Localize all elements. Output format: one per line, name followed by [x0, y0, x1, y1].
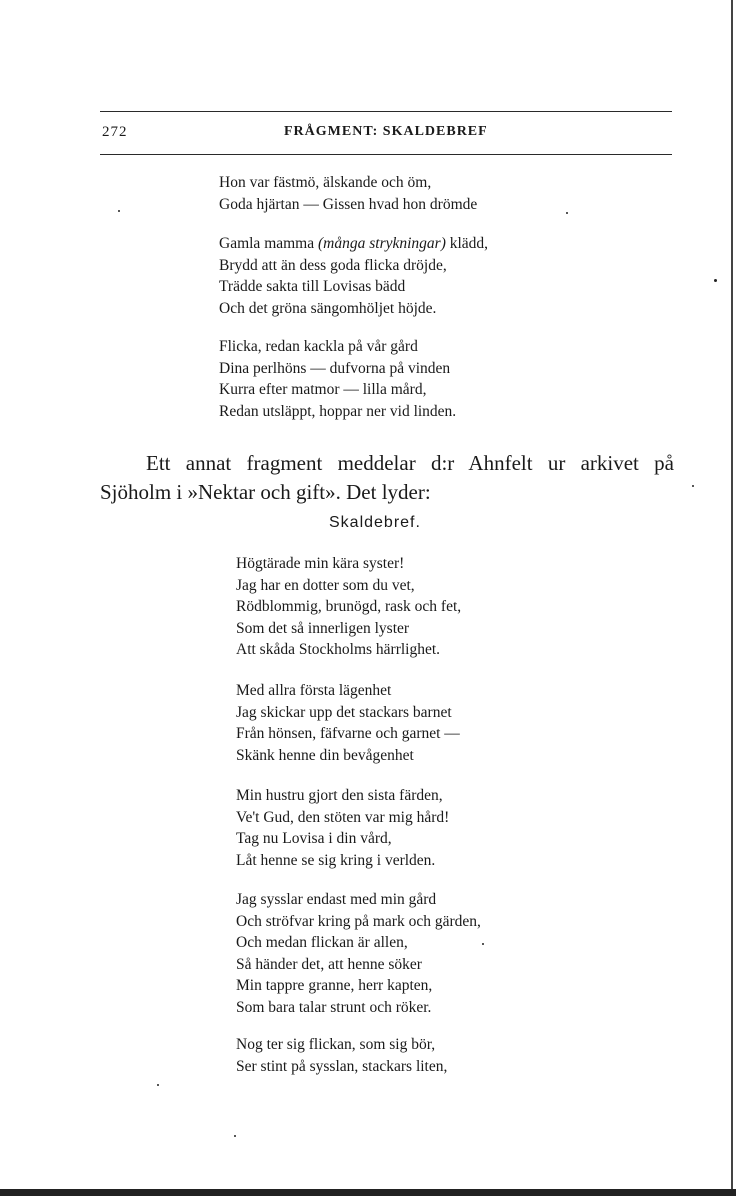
scan-speck — [482, 943, 484, 945]
verse-line: Så händer det, att henne söker — [236, 955, 422, 973]
scan-speck — [566, 212, 568, 214]
verse-line: Högtärade min kära syster! — [236, 555, 405, 572]
verse-line: Att skåda Stockholms härrlighet. — [236, 641, 441, 659]
verse-segment: Gamla mamma — [219, 235, 318, 252]
poem2-stanza-5 — [236, 1034, 447, 1077]
poem2-stanza-4 — [236, 889, 481, 1019]
verse-line: Från hönsen, fäfvarne och garnet — — [236, 725, 460, 743]
verse-segment: klädd, — [445, 235, 489, 252]
verse-line: Ve't Gud, den stöten var mig hård! — [236, 808, 450, 826]
poem2-stanza-1 — [236, 553, 461, 661]
verse-line: Goda hjärtan — Gissen hvad hon drömde — [219, 195, 478, 213]
verse-line: Och det gröna sängomhöljet höjde. — [219, 299, 437, 317]
verse-line: Flicka, redan kackla på vår gård — [219, 338, 418, 355]
verse-line: Tag nu Lovisa i din vård, — [236, 830, 392, 848]
verse-italic-segment: (många strykningar) — [318, 235, 446, 252]
scan-bottom-border — [0, 1189, 736, 1196]
scan-speck — [714, 279, 717, 282]
verse-line: Och medan flickan är allen, — [236, 934, 408, 952]
verse-line: Brydd att än dess goda flicka dröjde, — [219, 256, 447, 274]
verse-line: Dina perlhöns — dufvorna på vinden — [219, 359, 451, 377]
prose-line: Sjöholm i »Nektar och gift». Det lyder: — [100, 480, 431, 504]
prose-paragraph — [100, 449, 674, 507]
verse-line: Redan utsläppt, hoppar ner vid linden. — [219, 402, 457, 420]
verse-line: Och ströfvar kring på mark och gärden, — [236, 912, 481, 930]
verse-line: Min tappre granne, herr kapten, — [236, 977, 433, 995]
verse-line: Trädde sakta till Lovisas bädd — [219, 278, 406, 295]
verse-line — [219, 233, 488, 255]
verse-line: Låt henne se sig kring i verlden. — [236, 851, 436, 869]
verse-line: Rödblommig, brunögd, rask och fet, — [236, 598, 462, 616]
verse-line: Hon var fästmö, älskande och öm, — [219, 174, 432, 191]
poem1-stanza-1 — [219, 172, 477, 215]
scan-speck — [234, 1135, 236, 1137]
verse-line: Skänk henne din bevågenhet — [236, 746, 414, 764]
verse-line: Nog ter sig flickan, som sig bör, — [236, 1036, 436, 1053]
verse-line: Som det så innerligen lyster — [236, 619, 410, 637]
verse-line: Ser stint på sysslan, stackars liten, — [236, 1057, 448, 1075]
verse-line: Jag har en dotter som du vet, — [236, 576, 415, 594]
scan-speck — [692, 485, 694, 487]
header-bottom-rule — [100, 154, 672, 155]
verse-line: Med allra första lägenhet — [236, 682, 392, 699]
verse-line: Jag skickar upp det stackars barnet — [236, 703, 452, 721]
scan-right-edge — [731, 0, 733, 1196]
verse-line: Jag sysslar endast med min gård — [236, 891, 437, 908]
poem2-stanza-2 — [236, 680, 460, 766]
scan-speck — [157, 1084, 159, 1086]
verse-line: Kurra efter matmor — lilla mård, — [219, 381, 427, 398]
running-title: FRÅGMENT: SKALDEBREF — [284, 124, 488, 139]
verse-line: Min hustru gjort den sista färden, — [236, 787, 443, 804]
verse-line: Som bara talar strunt och röker. — [236, 998, 432, 1016]
poem2-stanza-3 — [236, 785, 449, 871]
page-number: 272 — [102, 124, 128, 140]
section-subheading: Skaldebref. — [329, 514, 421, 531]
scan-speck — [118, 210, 120, 212]
header-top-rule — [100, 111, 672, 112]
prose-line: Ett annat fragment meddelar d:r Ahnfelt ur arkivet på — [146, 451, 674, 475]
poem1-stanza-2 — [219, 233, 488, 319]
poem1-stanza-3 — [219, 336, 456, 422]
